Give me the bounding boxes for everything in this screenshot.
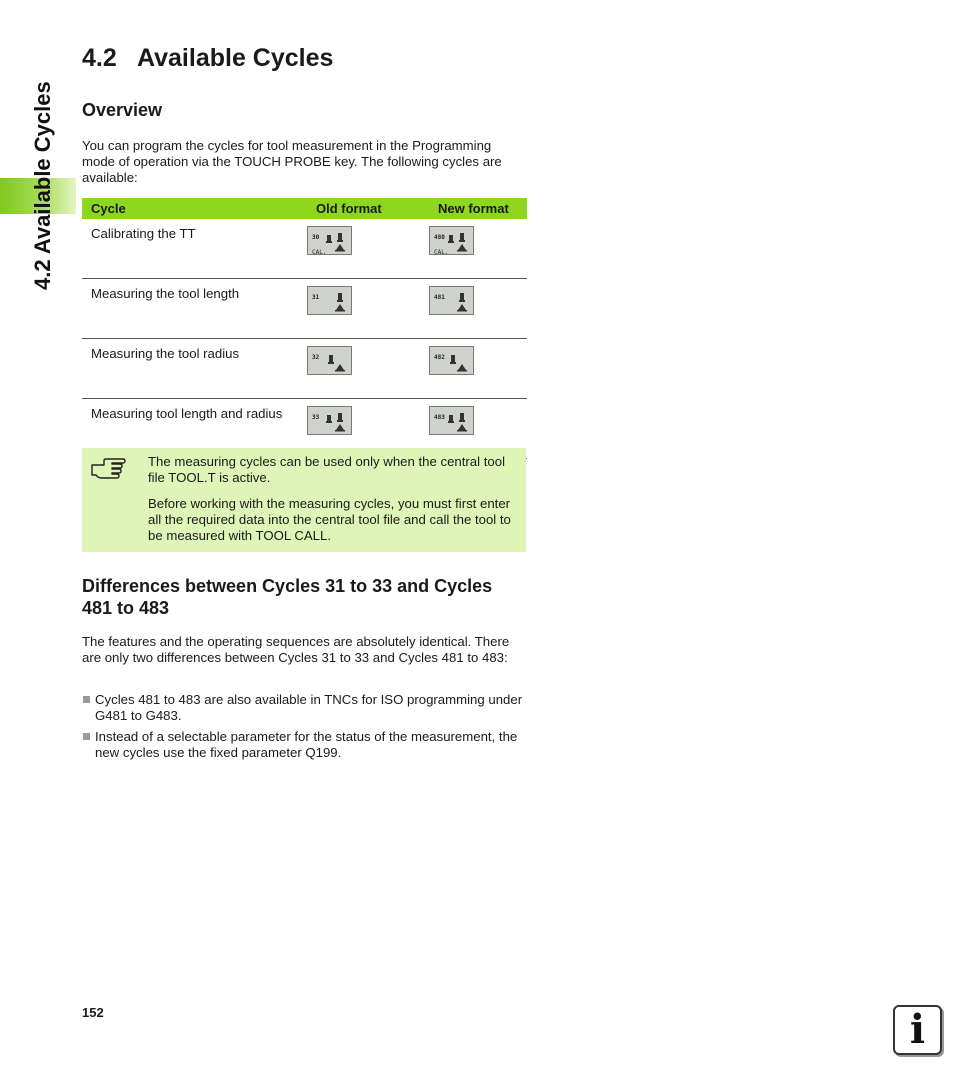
cycle-name: Measuring the tool length	[82, 279, 307, 339]
cycle-softkey-icon[interactable]: 483	[429, 406, 474, 435]
bullet-square-icon	[83, 696, 90, 703]
differences-list	[82, 692, 527, 766]
cycle-softkey-icon[interactable]: 480 CAL.	[429, 226, 474, 255]
cycle-softkey-icon[interactable]: 482	[429, 346, 474, 375]
table-row	[82, 339, 527, 399]
cycle-name: Measuring tool length and radius	[82, 399, 307, 459]
cycle-softkey-icon[interactable]: 481	[429, 286, 474, 315]
section-title: Available Cycles	[137, 44, 334, 72]
table-row	[82, 219, 527, 279]
overview-heading: Overview	[82, 100, 163, 120]
differences-intro: The features and the operating sequences are absolutely identical. There are only two differences between Cycles 31 to 33 and Cycles 481 to 483:	[82, 634, 510, 665]
tool-length-probe-icon	[326, 292, 350, 312]
tool-radius-probe-icon	[326, 352, 350, 372]
header-new-format: New format	[429, 198, 527, 219]
cycle-name: Calibrating the TT	[82, 219, 307, 279]
note-paragraph-1: The measuring cycles can be used only when the central tool file TOOL.T is active.	[148, 454, 505, 485]
tool-length-radius-probe-icon	[326, 412, 350, 432]
header-cycle: Cycle	[82, 198, 307, 219]
differences-heading: Differences between Cycles 31 to 33 and Cycles 481 to 483	[82, 576, 493, 618]
touch-probe-icon	[448, 232, 472, 252]
touch-probe-icon	[326, 232, 350, 252]
cycles-table	[82, 198, 527, 459]
table-row	[82, 279, 527, 339]
side-chapter-title: 4.2 Available Cycles	[30, 81, 55, 290]
note-box	[82, 448, 526, 552]
note-paragraph-2: Before working with the measuring cycles, you must first enter all the required data into the central tool file and call the tool to be measured with TOOL CALL.	[148, 496, 511, 543]
pointing-hand-icon	[90, 456, 126, 480]
section-number: 4.2	[82, 44, 117, 72]
info-icon: i	[909, 1006, 926, 1053]
cycle-name: Measuring the tool radius	[82, 339, 307, 399]
list-item: Instead of a selectable parameter for the status of the measurement, the new cycles use the fixed parameter Q199.	[82, 729, 527, 761]
tool-radius-probe-icon	[448, 352, 472, 372]
cycle-softkey-icon[interactable]: 31	[307, 286, 352, 315]
page-title	[82, 44, 333, 73]
overview-intro: You can program the cycles for tool measurement in the Programming mode of operation via the TOUCH PROBE key. The following cycles are available:	[82, 138, 502, 185]
list-item: Cycles 481 to 483 are also available in TNCs for ISO programming under G481 to G483.	[82, 692, 527, 724]
cycle-softkey-icon[interactable]: 32	[307, 346, 352, 375]
bullet-square-icon	[83, 733, 90, 740]
page-number: 152	[82, 1005, 104, 1020]
header-old-format: Old format	[307, 198, 429, 219]
cycle-softkey-icon[interactable]: 33	[307, 406, 352, 435]
info-button[interactable]	[893, 1005, 942, 1055]
table-header-row	[82, 198, 527, 219]
tool-length-probe-icon	[448, 292, 472, 312]
cycle-softkey-icon[interactable]: 30 CAL.	[307, 226, 352, 255]
tool-length-radius-probe-icon	[448, 412, 472, 432]
